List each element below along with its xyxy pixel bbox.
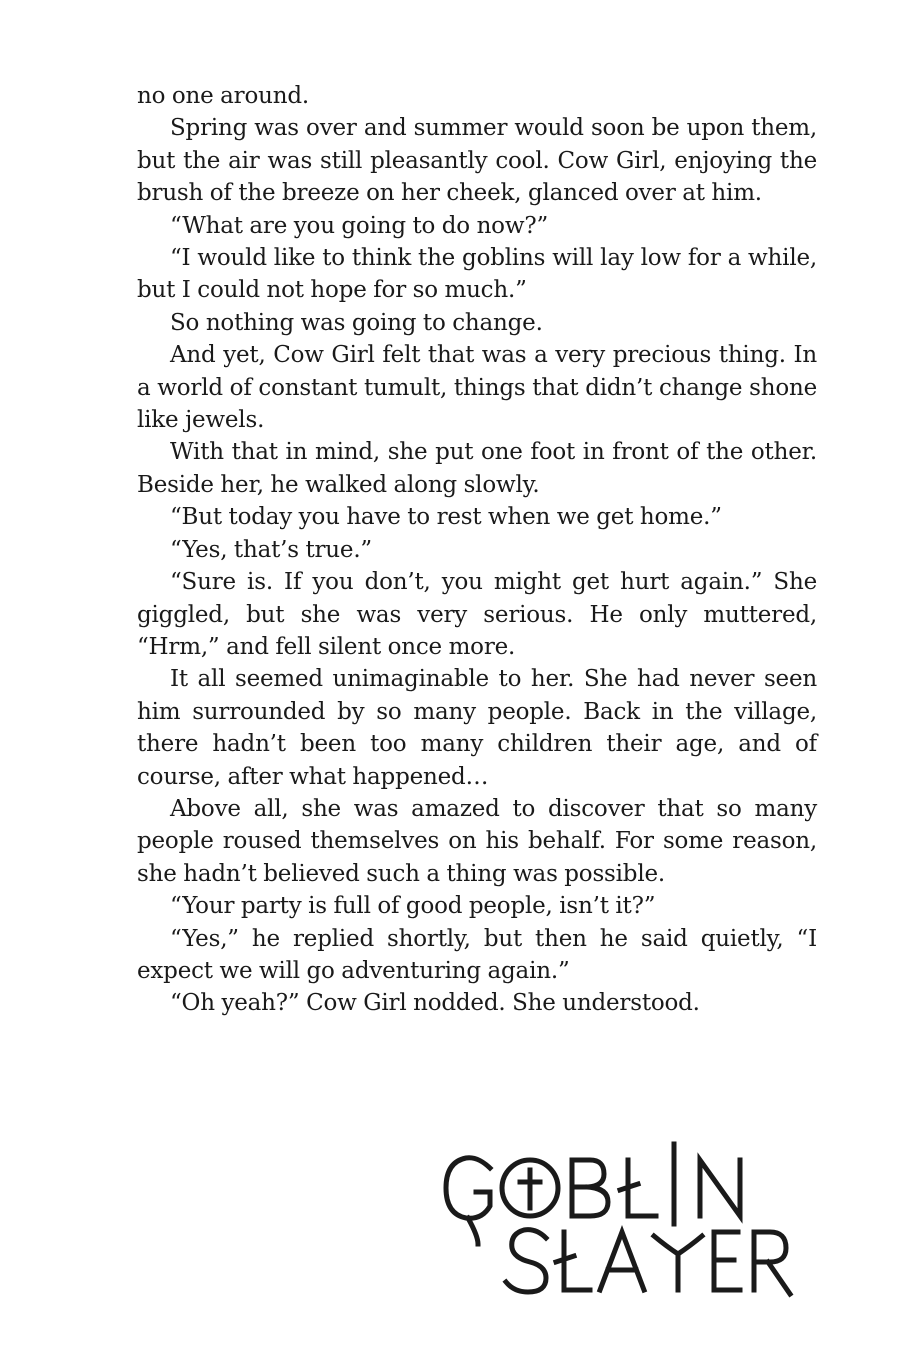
paragraph: Spring was over and summer would soon be upon them, but the air was still pleasantly cool. Cow Girl, enjoying the brush of the breeze on her cheek, glanced over at him. bbox=[137, 115, 817, 207]
paragraph: And yet, Cow Girl felt that was a very precious thing. In a world of constant tumult, things that didn’t change shone like jewels. bbox=[137, 342, 817, 434]
paragraph: “Oh yeah?” Cow Girl nodded. She understood. bbox=[170, 990, 700, 1017]
paragraph: “Sure is. If you don’t, you might get hurt again.” She giggled, but she was very serious. He only muttered, “Hrm,” and fell silent once more. bbox=[137, 569, 817, 660]
paragraph: “What are you going to do now?” bbox=[170, 212, 549, 239]
paragraph: “Yes,” he replied shortly, but then he said quietly, “I expect we will go adventuring again.” bbox=[137, 925, 817, 984]
paragraph: “Your party is full of good people, isn’t it?” bbox=[170, 893, 656, 920]
paragraph: It all seemed unimaginable to her. She had never seen him surrounded by so many people. Back in the village, there hadn’t been too many children their age, and of course, after what happened… bbox=[137, 666, 817, 790]
body-text bbox=[137, 80, 817, 1020]
paragraph: “Yes, that’s true.” bbox=[170, 536, 372, 563]
paragraph: “But today you have to rest when we get home.” bbox=[170, 504, 722, 531]
paragraph: no one around. bbox=[137, 83, 309, 109]
paragraph: So nothing was going to change. bbox=[170, 309, 543, 336]
paragraph: Above all, she was amazed to discover that so many people roused themselves on his behalf. For some reason, she hadn’t believed such a thing was possible. bbox=[137, 795, 817, 887]
paragraph: With that in mind, she put one foot in front of the other. Beside her, he walked along slowly. bbox=[137, 439, 817, 498]
paragraph: “I would like to think the goblins will lay low for a while, but I could not hope for so much.” bbox=[137, 245, 817, 304]
goblin-slayer-logo bbox=[438, 1140, 798, 1300]
logo-mark bbox=[438, 1140, 798, 1300]
